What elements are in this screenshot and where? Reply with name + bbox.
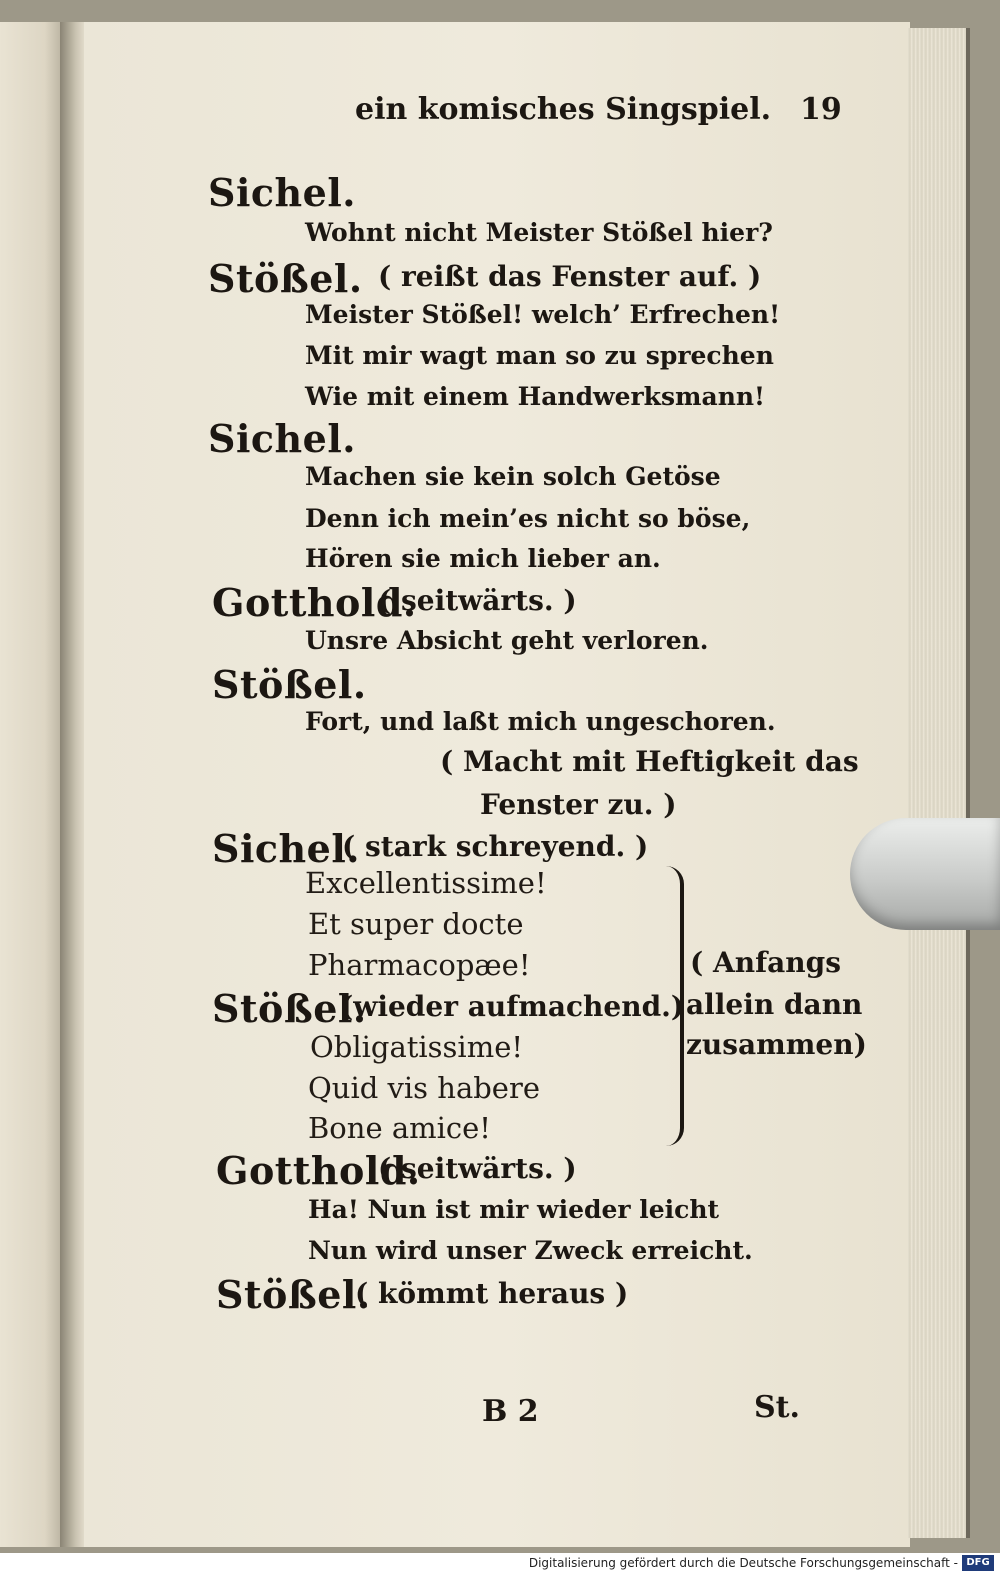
verse-line: Mit mir wagt man so zu sprechen (305, 341, 774, 370)
verse-line: Hören sie mich lieber an. (305, 544, 661, 573)
verse-line: Meister Stößel! welch’ Erfrechen! (305, 300, 781, 329)
side-note: zusammen) (686, 1028, 867, 1061)
stage-direction: ( reißt das Fenster auf. ) (378, 260, 762, 293)
verse-line: Nun wird unser Zweck erreicht. (308, 1236, 753, 1265)
side-note: ( Anfangs (690, 946, 841, 979)
page-number: 19 (800, 92, 842, 127)
speaker-name: Stößel. (212, 986, 367, 1031)
credit-text: Digitalisierung gefördert durch die Deutsche Forschungsgemeinschaft - (528, 1556, 958, 1570)
speaker-name: Stößel. (216, 1272, 371, 1317)
page-clip (850, 818, 1000, 930)
speaker-name: Gotthold. (216, 1148, 421, 1193)
speaker-name: Gotthold. (212, 580, 417, 625)
speaker-name: Stößel. (212, 662, 367, 707)
latin-line: Obligatissime! (310, 1030, 524, 1064)
speaker-name: Stößel. (208, 256, 363, 301)
latin-line: Quid vis habere (308, 1071, 540, 1105)
book-page (84, 22, 910, 1547)
latin-line: Et super docte (308, 907, 524, 941)
latin-line: Excellentissime! (305, 866, 547, 900)
verse-line: Ha! Nun ist mir wieder leicht (308, 1195, 720, 1224)
verse-line: Wohnt nicht Meister Stößel hier? (305, 218, 773, 247)
verse-line: Wie mit einem Handwerksmann! (305, 382, 766, 411)
stage-direction: ( seitwärts. ) (378, 584, 577, 617)
dfg-logo: DFG (962, 1555, 994, 1571)
stage-direction: ( seitwärts. ) (378, 1152, 577, 1185)
side-note: allein dann (686, 988, 863, 1021)
stage-direction: ( stark schreyend. ) (342, 830, 649, 863)
signature-mark: B 2 (482, 1394, 539, 1429)
stage-direction: ( Macht mit Heftigkeit das (440, 745, 859, 778)
latin-line: Bone amice! (308, 1111, 491, 1145)
running-title: ein komisches Singspiel. (355, 92, 772, 127)
speaker-name: Sichel. (212, 826, 360, 871)
left-page-edge (0, 22, 64, 1547)
verse-line: Fort, und laßt mich ungeschoren. (305, 707, 776, 736)
verse-line: Machen sie kein solch Getöse (305, 462, 721, 491)
verse-line: Unsre Absicht geht verloren. (305, 626, 709, 655)
speaker-name: Sichel. (208, 416, 356, 461)
stage-direction: ( kömmt heraus ) (355, 1277, 629, 1310)
stage-direction: Fenster zu. ) (480, 788, 677, 821)
book-gutter (60, 22, 86, 1547)
catchword: St. (754, 1390, 800, 1425)
stage-direction: (wieder aufmachend.) (340, 990, 685, 1023)
speaker-name: Sichel. (208, 170, 356, 215)
curly-brace (658, 866, 684, 1146)
latin-line: Pharmacopæe! (308, 948, 531, 982)
verse-line: Denn ich mein’es nicht so böse, (305, 504, 751, 533)
page-stack-edge (908, 28, 970, 1538)
